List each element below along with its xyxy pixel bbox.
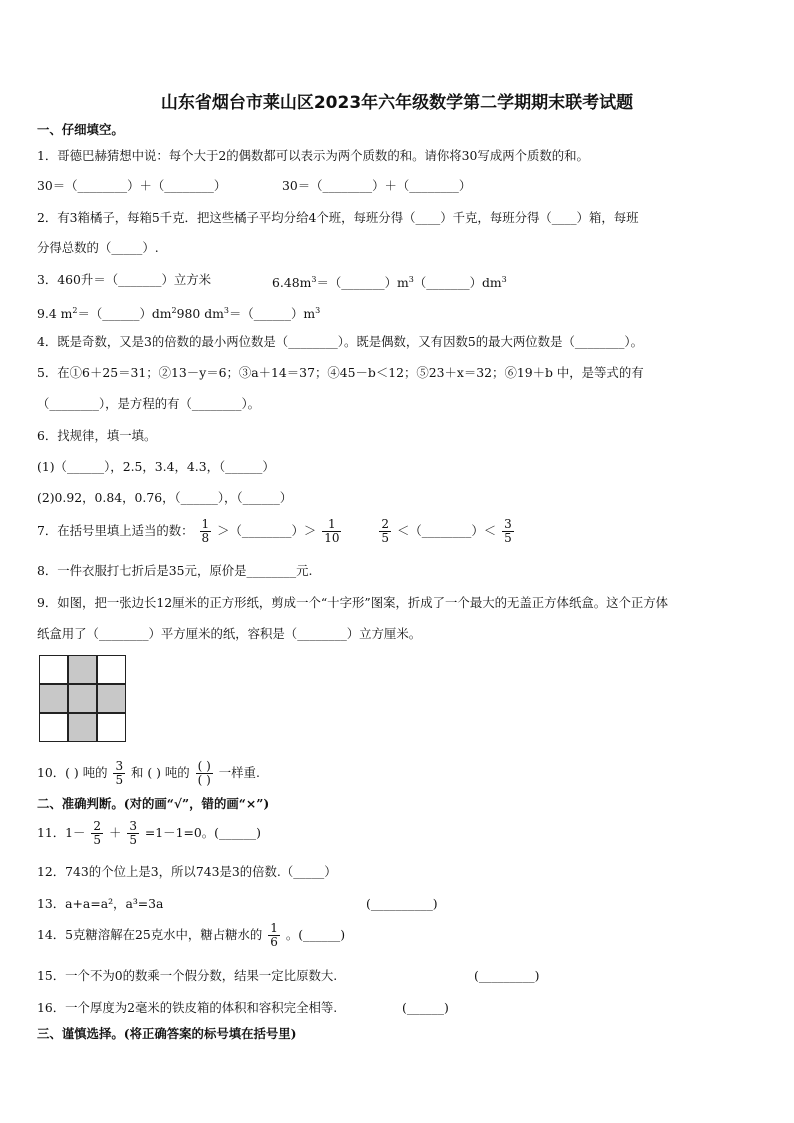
section-2-heading: 二、准确判断。(对的画“√”，错的画“×”) (37, 796, 270, 811)
question-11 (37, 820, 261, 847)
fraction-2-5: $\frac{2}{5}$ (93, 819, 102, 847)
question-15: 15．一个不为0的数乘一个假分数，结果一定比原数大. (37, 968, 338, 983)
q3c-mid2: 980 dm (176, 306, 224, 322)
q3c-pre: 9.4 m (37, 306, 73, 322)
grid-cell (39, 655, 68, 684)
grid-cell-shaded (68, 684, 97, 713)
question-7 (37, 518, 516, 545)
grid-cell (97, 713, 126, 742)
fraction-1-8: $\frac{1}{8}$ (201, 517, 210, 545)
question-1-line-a: 30＝（________）＋（________） (37, 178, 227, 193)
question-6: 6．找规律，填一填。 (37, 428, 157, 443)
fraction-1-10: $\frac{1}{10}$ (324, 517, 340, 545)
grid-cell-shaded (39, 684, 68, 713)
sup-3: 3 (408, 275, 414, 284)
q10-mid: 和 ( ) 吨的 (131, 765, 190, 780)
question-4: 4．既是奇数，又是3的倍数的最小两位数是（________）。既是偶数，又有因数5的最大两位数是（________）。 (37, 334, 643, 349)
sup-2: 2 (72, 306, 78, 315)
question-5-line-1: 5．在①6＋25＝31；②13－y＝6；③a＋14＝37；④45－b＜12；⑤23＋x＝32；⑥19＋b 中，是等式的有 (37, 365, 644, 380)
question-3-part-c (37, 303, 320, 322)
grid-cell-shaded (68, 713, 97, 742)
question-13: 13．a+a=a²，a³=3a (37, 896, 164, 911)
page-title: 山东省烟台市莱山区2023年六年级数学第二学期期末联考试题 (160, 93, 634, 113)
fraction-2-5: $\frac{2}{5}$ (381, 517, 390, 545)
section-3-heading: 三、谨慎选择。(将正确答案的标号填在括号里) (37, 1026, 297, 1041)
fraction-3-5: $\frac{3}{5}$ (129, 819, 137, 847)
sup-3: 3 (315, 306, 321, 315)
q3b-pre: 6.48m (272, 275, 312, 291)
sup-3: 3 (311, 275, 317, 284)
question-1-line-b: 30＝（________）＋（________） (282, 178, 472, 193)
question-10 (37, 760, 260, 787)
question-13-answer: (__________) (366, 896, 438, 911)
q14-suffix: 。(______) (285, 927, 346, 942)
question-6-part-1: (1)（______），2.5，3.4，4.3，（______） (37, 459, 275, 474)
q7-prefix: 7．在括号里填上适当的数： (37, 523, 194, 538)
q10-suffix: 一样重. (218, 765, 260, 780)
question-9-line-1: 9．如图，把一张边长12厘米的正方形纸，剪成一个“十字形”图案，折成了一个最大的无盖正方体纸盒。这个正方体 (37, 595, 669, 610)
fraction-blank: $\frac{( )}{( )}$ (197, 759, 211, 787)
sup-3: 3 (223, 306, 229, 315)
section-1-heading: 一、仔细填空。 (37, 122, 124, 137)
grid-cell-shaded (68, 655, 97, 684)
fraction-3-5: $\frac{3}{5}$ (504, 517, 512, 545)
question-5-line-2: （________），是方程的有（________）。 (37, 396, 261, 411)
question-9-line-2: 纸盒用了（________）平方厘米的纸，容积是（________）立方厘米。 (37, 626, 422, 641)
fraction-3-5: $\frac{3}{5}$ (115, 759, 124, 787)
grid-cell (39, 713, 68, 742)
question-16: 16．一个厚度为2毫米的铁皮箱的体积和容积完全相等. (37, 1000, 338, 1015)
q3c-mid: ＝（______）dm (77, 306, 172, 322)
q7-mid-2: ＜（________）＜ (396, 523, 497, 538)
q3c-post: ＝（______）m (229, 306, 316, 322)
sup-2: 2 (171, 306, 177, 315)
q11-prefix: 11．1－ (37, 825, 86, 840)
question-14 (37, 922, 345, 949)
question-3-part-a: 3．460升＝（_______）立方米 (37, 272, 212, 287)
question-16-answer: (______) (402, 1000, 449, 1015)
q11-suffix: =1－1=0。(______) (144, 825, 261, 840)
grid-cell (97, 655, 126, 684)
question-2-line-1: 2．有3箱橘子，每箱5千克．把这些橘子平均分给4个班，每班分得（____）千克，每班分得（____）箱，每班 (37, 210, 639, 225)
q11-mid: ＋ (108, 825, 122, 840)
question-3-part-b (272, 272, 507, 291)
q3b-post: （_______）dm (413, 275, 502, 291)
fraction-1-6: $\frac{1}{6}$ (270, 921, 278, 949)
question-8: 8．一件衣服打七折后是35元，原价是________元. (37, 563, 313, 578)
sup-3: 3 (501, 275, 507, 284)
q3b-mid: ＝（_______）m (316, 275, 409, 291)
q7-mid-1: ＞（________）＞ (217, 523, 317, 538)
q14-prefix: 14．5克糖溶解在25克水中，糖占糖水的 (37, 927, 263, 942)
question-15-answer: (_________) (474, 968, 540, 983)
question-12: 12．743的个位上是3，所以743是3的倍数.（_____） (37, 864, 337, 879)
question-1: 1．哥德巴赫猜想中说：每个大于2的偶数都可以表示为两个质数的和。请你将30写成两个质数的和。 (37, 148, 589, 163)
question-6-part-2: (2)0.92，0.84，0.76，（______），（______） (37, 490, 293, 505)
q10-prefix: 10．( ) 吨的 (37, 765, 108, 780)
grid-cell-shaded (97, 684, 126, 713)
question-2-line-2: 分得总数的（_____）. (37, 240, 159, 255)
